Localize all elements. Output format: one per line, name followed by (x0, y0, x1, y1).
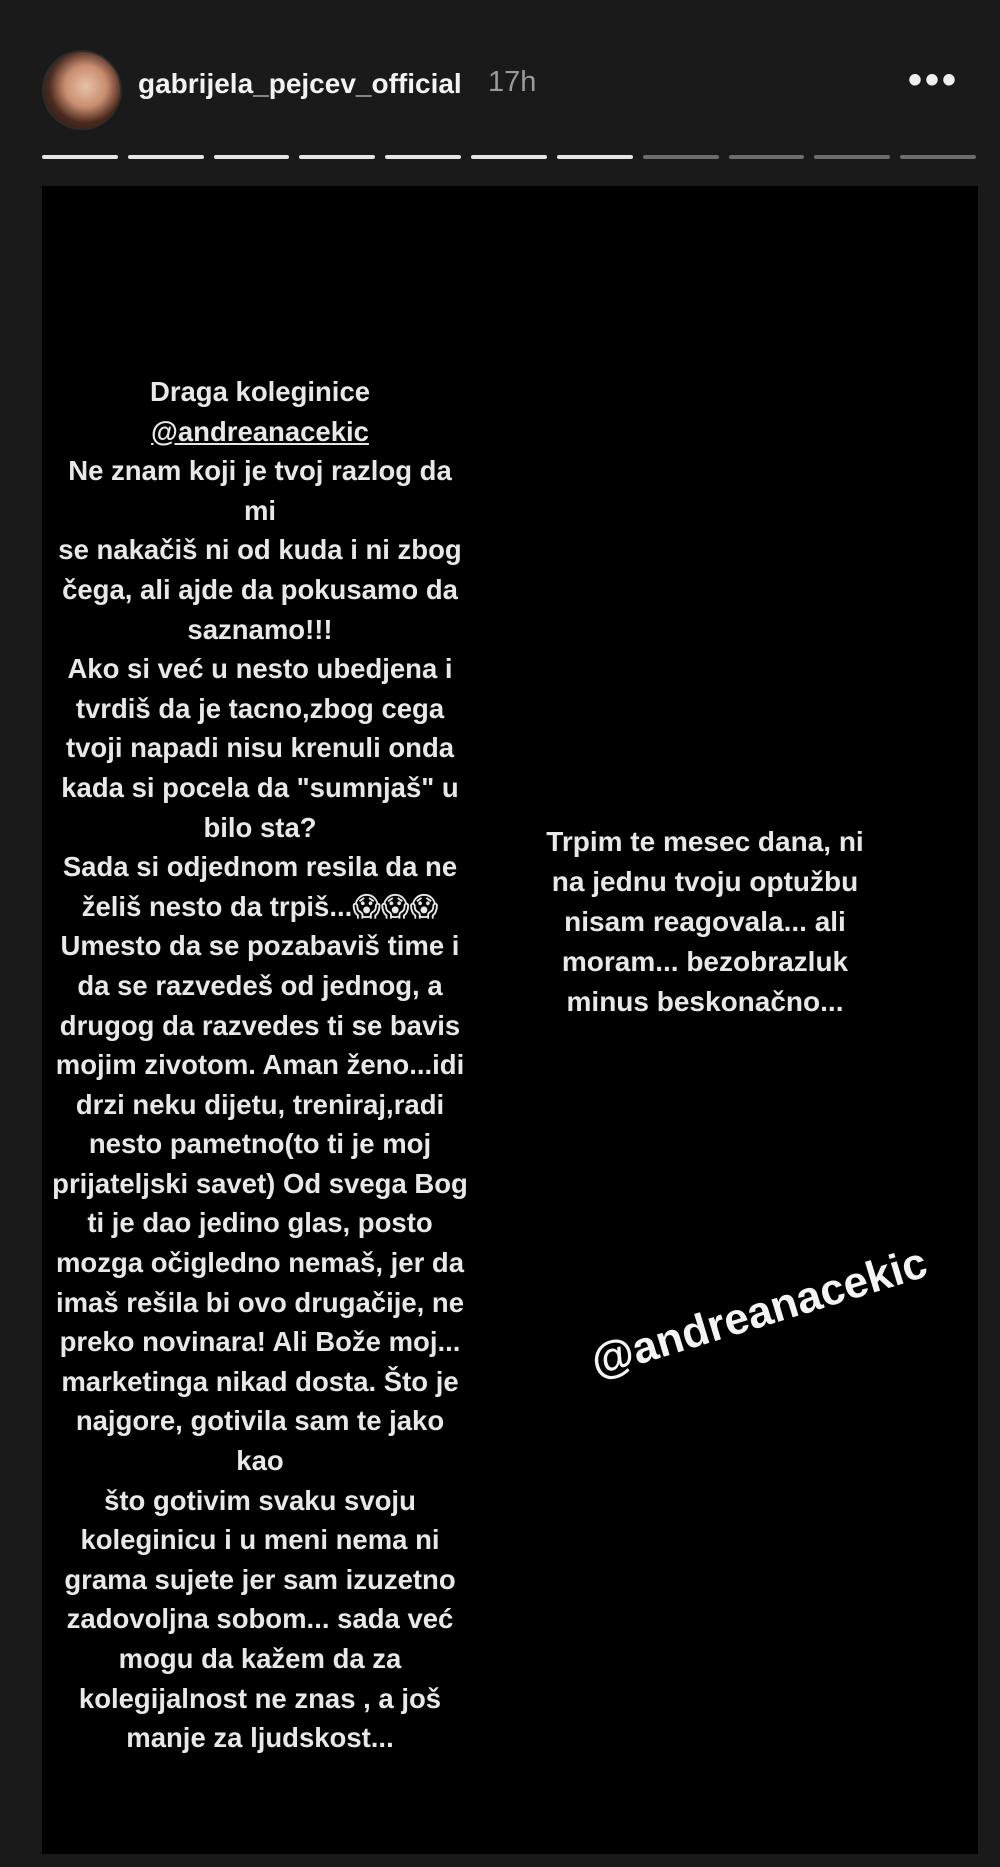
post-time: 17h (488, 66, 537, 98)
username[interactable]: gabrijela_pejcev_official (138, 68, 462, 99)
progress-segment (814, 155, 890, 159)
progress-segment (214, 155, 290, 159)
progress-segment (900, 155, 976, 159)
progress-segment (643, 155, 719, 159)
story-left-body: Ne znam koji je tvoj razlog da mi se nakačiš ni od kuda i ni zbog čega, ali ajde da pokusamo da saznamo!!! Ako si već u nesto ubedjena i tvrdiš da je tacno,zbog cega tvoji napadi nisu krenuli onda kada si pocela da "sumnjaš" u bilo sta? Sada si odjednom resila da ne želiš nesto da trpiš...😱😱😱 Umesto da se pozabaviš time i da se razvedeš od jednog, a drugog da razvedes ti se bavis mojim zivotom. Aman ženo...idi drzi neku dijetu, treniraj,radi nesto pametno(to ti je moj prijateljski savet) Od svega Bog ti je dao jedino glas, posto mozga očigledno nemaš, jer da imaš rešila bi ovo drugačije, ne preko novinara! Ali Bože moj... marketinga nikad dosta. Što je najgore, gotivila sam te jako kao što gotivim svaku svoju koleginicu i u meni nema ni grama sujete jer sam izuzetno zadovoljna sobom... sada već mogu da kažem da za kolegijalnost ne znas , a još manje za ljudskost... (52, 455, 468, 1754)
story-left-title: Draga koleginice (149, 376, 371, 407)
progress-segment (128, 155, 204, 159)
progress-segment (729, 155, 805, 159)
progress-segment (471, 155, 547, 159)
story-header (0, 0, 1000, 160)
story-progress-bar (42, 155, 976, 161)
progress-segment (385, 155, 461, 159)
more-options-icon[interactable]: ••• (908, 58, 960, 102)
story-left-text (50, 372, 470, 1758)
mention-sticker[interactable]: @andreanacekic (585, 1238, 933, 1387)
progress-segment (557, 155, 633, 159)
progress-segment (299, 155, 375, 159)
profile-avatar[interactable] (42, 50, 122, 130)
progress-segment (42, 155, 118, 159)
story-left-mention[interactable]: @andreanacekic (151, 415, 369, 447)
story-right-text: Trpim te mesec dana, ni na jednu tvoju optužbu nisam reagovala... ali moram... bezobrazluk minus beskonačno... (546, 826, 864, 1017)
